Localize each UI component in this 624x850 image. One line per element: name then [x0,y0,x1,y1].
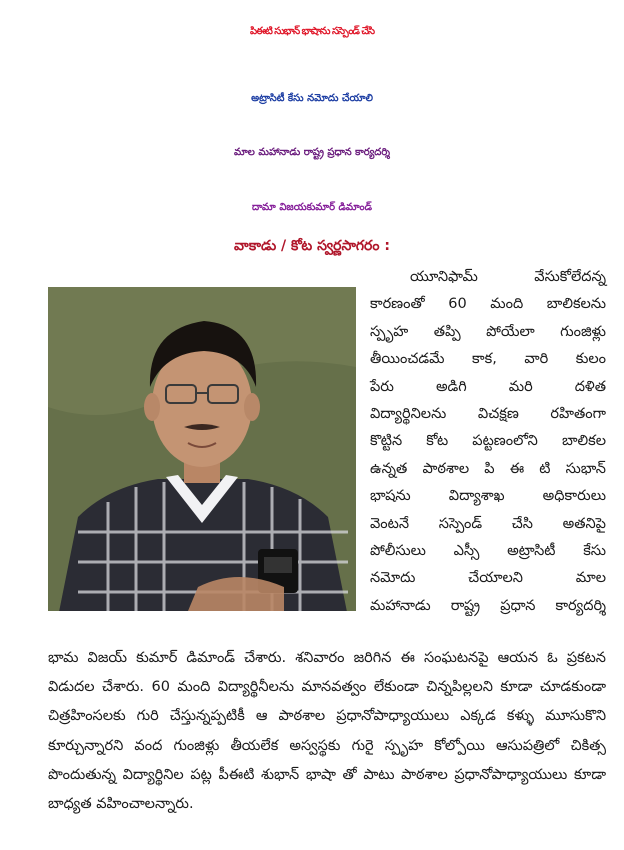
article-line: నమోదు చేయాలని మాల [370,570,606,587]
article-line: యూనిఫామ్ వేసుకోలేదన్న [410,269,606,285]
portrait-photo [48,287,356,611]
portrait-illustration [48,287,356,611]
article-line: కొట్టిన కోట పట్టణంలోని బాలికల [370,433,606,450]
article-line: పేరు అడిగి మరి దళిత [370,378,606,395]
headline-line-3: దామా విజయకుమార్ డిమాండ్ [251,202,373,213]
article-line: ఉన్నత పాఠశాల పి ఈ టి సుభాన్ [370,460,606,477]
article-line: తీయించడమే కాక, వారి కులం [370,351,606,368]
headline-line-2: అట్రాసిటీ కేసు నమోదు చేయాలి [251,93,373,104]
article-line: మహానాడు రాష్ట్ర ప్రధాన కార్యదర్శి [370,597,606,614]
headline-line-1: పిఈటి సుభాన్ భాషాను సస్పెండ్ చేసి [250,26,374,37]
dateline: వాకాడు / కోట స్వర్ణసాగరం : [234,238,390,254]
article-line: స్పృహ తప్పి పోయేలా గుంజిళ్లు [370,323,606,340]
article-line: వెంటనే సస్పెండ్ చేసి అతనిపై [370,515,606,532]
article-line: భాషను విద్యాశాఖ అధికారులు [370,488,606,505]
article-line: పోలీసులు ఎస్సీ అట్రాసిటీ కేసు [370,543,606,560]
article-line: కారణంతో 60 మంది బాలికలను [370,296,606,313]
headline-kicker: మాల మహానాడు రాష్ట్ర ప్రధాన కార్యదర్శి [234,147,390,158]
article-paragraph: భామ విజయ్ కుమార్ డిమాండ్ చేశారు. శనివారం జరిగిన ఈ సంఘటనపై ఆయన ఓ ప్రకటన విడుదల చేశారు. 60 మంది విద్యార్థినీలను మానవత్వం లేకుండా చిన్నపిల్లలని కూడా చూడకుండా చిత్రహింసలకు గురి చేస్తున్నప్పటికీ ఆ పాఠశాల ప్రధానోపాధ్యాయులు ఎక్కడ కళ్ళు మూసుకొని కూర్చున్నారని వంద గుంజిళ్లు తీయలేక అస్వస్థకు గురై స్పృహ కోల్పోయి ఆసుపత్రిలో చికిత్స పొందుతున్న విద్యార్థినిల పట్ల పీఈటి శుభాన్ భాషా తో పాటు పాఠశాల ప్రధానోపాధ్యాయులు కూడా బాధ్యత వహించాలన్నారు. [48,650,606,813]
article-body-column [370,264,606,620]
article-line: విద్యార్థినిలను విచక్షణ రహితంగా [370,406,606,423]
article-body-full [48,644,606,819]
